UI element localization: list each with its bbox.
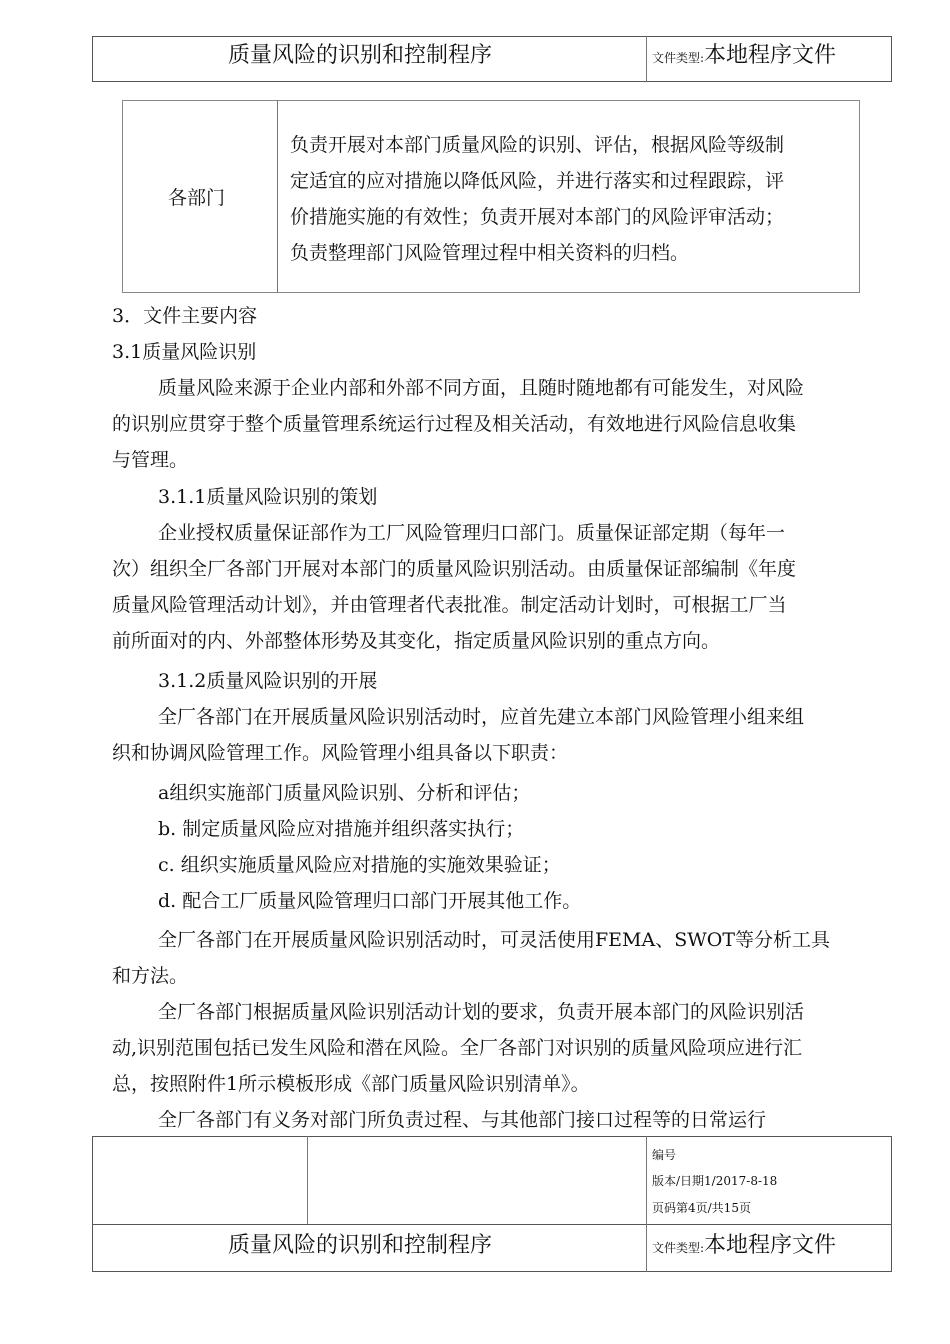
body-line: 企业授权质量保证部作为工厂风险管理归口部门。质量保证部定期（每年一 xyxy=(158,522,786,544)
body-line: a组织实施部门质量风险识别、分析和评估； xyxy=(158,782,531,804)
body-line: 织和协调风险管理工作。风险管理小组具备以下职责： xyxy=(112,742,569,764)
body-line: 总，按照附件1所示模板形成《部门质量风险识别清单》。 xyxy=(112,1073,590,1095)
body-line: 全厂各部门在开展质量风险识别活动时，可灵活使用FEMA、SWOT等分析工具 xyxy=(158,929,831,951)
page-number: 页码第4页/共15页 xyxy=(652,1201,751,1215)
responsibility-line: 价措施实施的有效性；负责开展对本部门的风险评审活动； xyxy=(290,206,785,228)
body-line: c. 组织实施质量风险应对措施的实施效果验证； xyxy=(158,854,561,876)
body-line: 动,识别范围包括已发生风险和潜在风险。全厂各部门对识别的质量风险项应进行汇 xyxy=(112,1037,803,1059)
responsibility-line: 负责整理部门风险管理过程中相关资料的归档。 xyxy=(290,242,690,264)
divider xyxy=(307,1136,308,1224)
file-type-value: 本地程序文件 xyxy=(704,43,837,68)
header-file-type xyxy=(652,38,836,69)
body-line: 全厂各部门有义务对部门所负责过程、与其他部门接口过程等的日常运行 xyxy=(158,1109,767,1131)
responsibility-line: 定适宜的应对措施以降低风险，并进行落实和过程跟踪，评 xyxy=(290,170,785,192)
body-line: b. 制定质量风险应对措施并组织落实执行； xyxy=(158,818,525,840)
body-line: 3.1质量风险识别 xyxy=(112,341,257,363)
dept-cell: 各部门 xyxy=(168,187,226,209)
body-line: 次）组织全厂各部门开展对本部门的质量风险识别活动。由质量保证部编制《年度 xyxy=(112,558,797,580)
file-type-label: 文件类型: xyxy=(652,51,705,65)
header-title: 质量风险的识别和控制程序 xyxy=(228,43,493,68)
body-line: 3.1.2质量风险识别的开展 xyxy=(158,670,378,692)
body-line: 的识别应贯穿于整个质量管理系统运行过程及相关活动，有效地进行风险信息收集 xyxy=(112,413,797,435)
divider xyxy=(646,36,647,82)
body-line: 与管理。 xyxy=(112,449,189,471)
divider xyxy=(92,1224,892,1225)
body-line: 全厂各部门在开展质量风险识别活动时，应首先建立本部门风险管理小组来组 xyxy=(158,706,805,728)
body-line: 3.1.1质量风险识别的策划 xyxy=(158,486,378,508)
file-type-value: 本地程序文件 xyxy=(704,1233,837,1258)
body-line: 和方法。 xyxy=(112,965,189,987)
doc-number-label: 编号 xyxy=(652,1148,677,1162)
body-line: 前所面对的内、外部整体形势及其变化，指定质量风险识别的重点方向。 xyxy=(112,630,721,652)
file-type-label: 文件类型: xyxy=(652,1241,705,1255)
version-date: 版本/日期1/2017-8-18 xyxy=(652,1174,778,1188)
footer-file-type xyxy=(652,1228,836,1259)
responsibility-line: 负责开展对本部门质量风险的识别、评估，根据风险等级制 xyxy=(290,134,785,156)
body-line: 3．文件主要内容 xyxy=(112,305,258,327)
divider xyxy=(646,1136,647,1272)
body-line: 质量风险管理活动计划》，并由管理者代表批准。制定活动计划时，可根据工厂当 xyxy=(112,594,787,616)
body-line: 质量风险来源于企业内部和外部不同方面，且随时随地都有可能发生，对风险 xyxy=(158,377,805,399)
divider xyxy=(277,100,278,293)
body-line: d. 配合工厂质量风险管理归口部门开展其他工作。 xyxy=(158,890,582,912)
footer-title: 质量风险的识别和控制程序 xyxy=(228,1233,493,1258)
body-line: 全厂各部门根据质量风险识别活动计划的要求，负责开展本部门的风险识别活 xyxy=(158,1001,805,1023)
